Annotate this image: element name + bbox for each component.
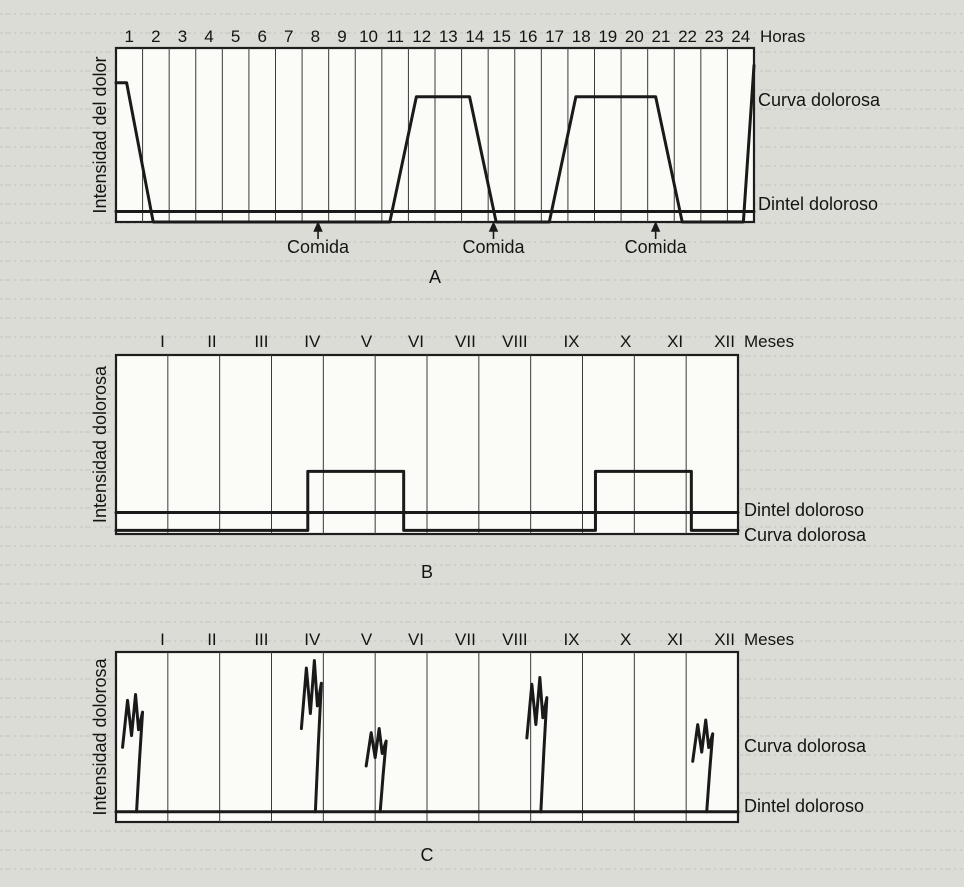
x-tick-label: III [254,332,269,351]
x-tick-label: 22 [678,27,698,46]
x-tick-label: 14 [465,27,485,46]
meal-arrowhead [652,223,659,231]
x-tick-label: 18 [571,27,591,46]
x-tick-label: II [207,332,217,351]
x-tick-label: I [160,332,165,351]
side-legend-label: Dintel doloroso [758,194,879,214]
x-tick-label: 13 [438,27,458,46]
x-tick-label: VI [407,332,424,351]
x-tick-label: XI [667,630,684,649]
x-tick-label: 23 [704,27,724,46]
meal-arrowhead [490,223,497,231]
x-tick-label: VIII [502,630,528,649]
x-tick-label: V [360,630,373,649]
side-legend-label: Curva dolorosa [758,90,881,110]
x-tick-label: 3 [177,27,188,46]
x-tick-label: VIII [502,332,528,351]
x-tick-label: VII [455,332,476,351]
x-tick-label: 17 [545,27,565,46]
x-tick-label: 21 [651,27,671,46]
meal-annotation: Comida [287,237,350,257]
panel-c-chart [90,630,867,865]
y-axis-label: Intensidad dolorosa [90,365,110,524]
side-legend-label: Dintel doloroso [744,796,865,816]
panel-label: B [420,562,434,582]
x-tick-label: 6 [257,27,267,46]
x-tick-label: 15 [491,27,511,46]
x-tick-label: V [360,332,373,351]
x-axis-label: Meses [744,630,795,649]
x-tick-label: 24 [731,27,751,46]
x-tick-label: X [619,332,632,351]
x-tick-label: 12 [412,27,432,46]
meal-annotation: Comida [462,237,525,257]
x-tick-label: III [254,630,269,649]
x-tick-label: VI [407,630,424,649]
side-legend-label: Dintel doloroso [744,500,865,520]
x-tick-label: XII [714,630,735,649]
x-tick-label: 4 [204,27,214,46]
x-axis-label: Horas [760,27,806,46]
x-tick-label: 11 [386,27,404,46]
x-tick-label: 5 [230,27,241,46]
x-tick-label: IV [304,332,321,351]
x-tick-label: IX [563,332,580,351]
panel-label: C [420,845,434,865]
x-tick-label: 2 [151,27,161,46]
x-tick-label: IV [304,630,321,649]
panel-a-chart [90,27,881,287]
y-axis-label: Intensidad del dolor [90,56,110,214]
x-tick-label: 16 [518,27,538,46]
x-tick-label: XII [714,332,735,351]
x-tick-label: I [160,630,165,649]
panel-label: A [428,267,442,287]
x-tick-label: 7 [284,27,294,46]
x-tick-label: VII [455,630,476,649]
x-tick-label: 19 [598,27,618,46]
side-legend-label: Curva dolorosa [744,525,867,545]
x-tick-label: 1 [124,27,135,46]
x-tick-label: 20 [624,27,644,46]
x-tick-label: XI [667,332,684,351]
x-tick-label: II [207,630,217,649]
side-legend-label: Curva dolorosa [744,736,867,756]
meal-arrowhead [315,223,322,231]
x-axis-label: Meses [744,332,795,351]
x-tick-label: X [619,630,632,649]
x-tick-label: 10 [359,27,379,46]
meal-annotation: Comida [624,237,687,257]
panel-b-chart [90,332,867,582]
x-tick-label: 9 [337,27,347,46]
x-tick-label: 8 [310,27,321,46]
x-tick-label: IX [563,630,580,649]
y-axis-label: Intensidad dolorosa [90,658,110,816]
